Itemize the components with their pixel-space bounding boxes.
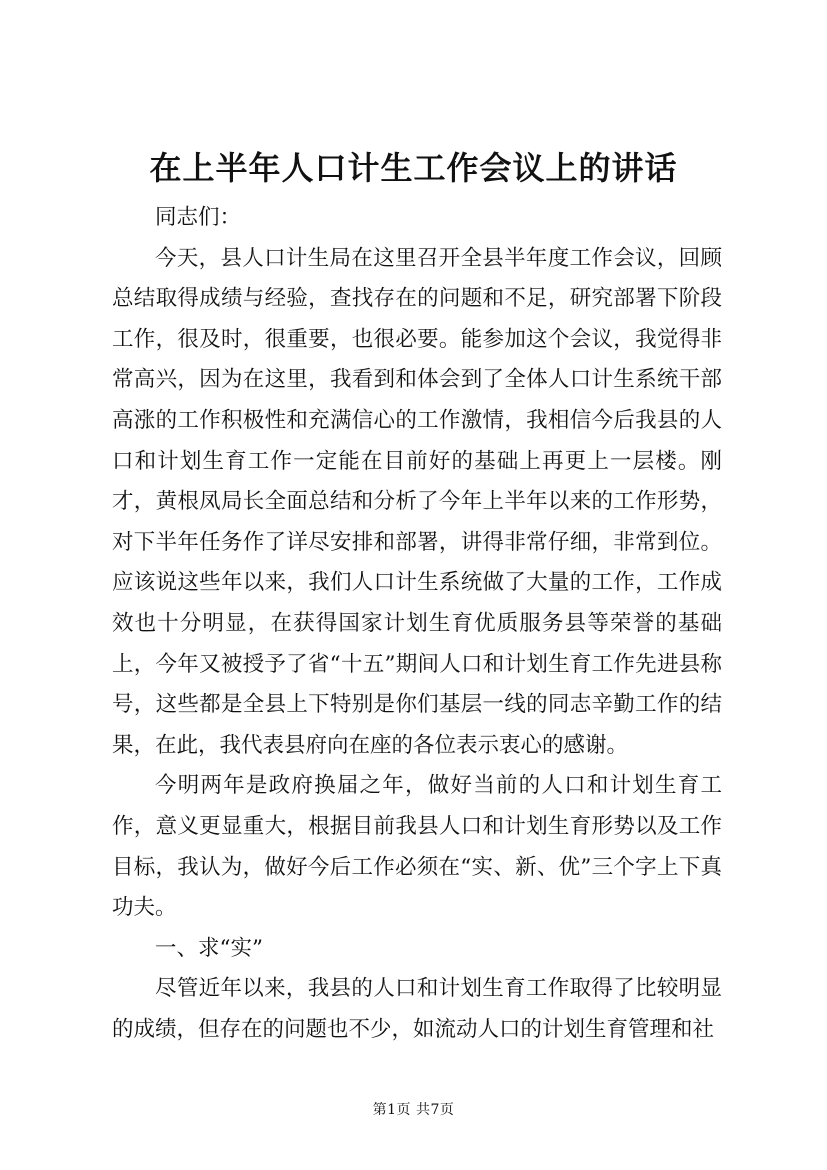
body-paragraph: 今天，县人口计生局在这里召开全县半年度工作会议，回顾总结取得成绩与经验，查找存在的问题和不足，研究部署下阶段工作，很及时，很重要，也很必要。能参加这个会议，我觉得非常高兴，因为在这里，我看到和体会到了全体人口计生系统干部高涨的工作积极性和充满信心的工作激情，我相信今后我县的人口和计划生育工作一定能在目前好的基础上再更上一层楼。刚才，黄根凤局长全面总结和分析了今年上半年以来的工作形势，对下半年任务作了详尽安排和部署，讲得非常仔细，非常到位。应该说这些年以来，我们人口计生系统做了大量的工作，工作成效也十分明显，在获得国家计划生育优质服务县等荣誉的基础上，今年又被授予了省“十五”期间人口和计划生育工作先进县称号，这些都是全县上下特别是你们基层一线的同志辛勤工作的结果，在此，我代表县府向在座的各位表示衷心的感谢。 [112, 245, 722, 758]
document-title: 在上半年人口计生工作会议上的讲话 [149, 149, 678, 187]
salutation-paragraph: 同志们： [155, 205, 242, 230]
document-body [112, 198, 722, 1050]
body-paragraph: 今明两年是政府换届之年，做好当前的人口和计划生育工作，意义更显重大，根据目前我县人口和计划生育形势以及工作目标，我认为，做好今后工作必须在“实、新、优”三个字上下真功夫。 [112, 773, 722, 921]
body-paragraph: 尽管近年以来，我县的人口和计划生育工作取得了比较明显的成绩，但存在的问题也不少，如流动人口的计划生育管理和社 [112, 976, 722, 1042]
page-number-footer: 第1页 共7页 [372, 1102, 455, 1118]
section-heading: 一、求“实” [155, 935, 263, 961]
